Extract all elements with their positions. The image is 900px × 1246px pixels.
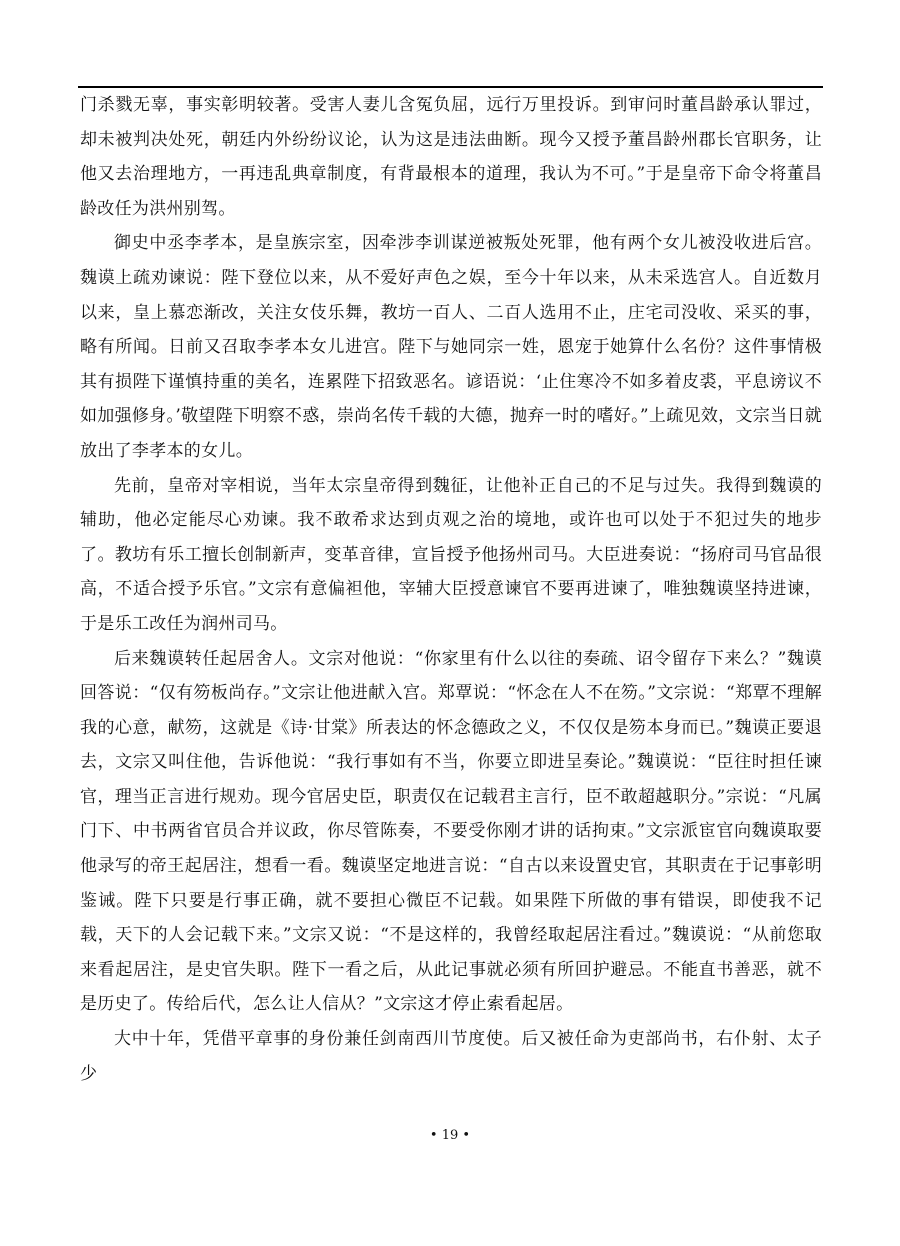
body-text (80, 88, 822, 1091)
paragraph-qiju-sheren: 后来魏谟转任起居舍人。文宗对他说：“你家里有什么以往的奏疏、诏令留存下来么？”魏谟回答说：“仅有笏板尚存。”文宗让他进献入宫。郑覃说：“怀念在人不在笏。”文宗说：“郑覃不理解我的心意，献笏，这就是《诗·甘棠》所表达的怀念德政之义，不仅仅是笏本身而已。”魏谟正要退去，文宗又叫住他，告诉他说：“我行事如有不当，你要立即进呈奏论。”魏谟说：“臣往时担任谏官，理当正言进行规劝。现今官居史臣，职责仅在记载君主言行，臣不敢超越职分。”宗说：“凡属门下、中书两省官员合并议政，你尽管陈奏，不要受你刚才讲的话拘束。”文宗派宦官向魏谟取要他录写的帝王起居注，想看一看。魏谟坚定地进言说：“自古以来设置史官，其职责在于记事彰明鉴诫。陛下只要是行事正确，就不要担心微臣不记载。如果陛下所做的事有错误，即使我不记载，天下的人会记载下来。”文宗又说：“不是这样的，我曾经取起居注看过。”魏谟说：“从前您取来看起居注，是史官失职。陛下一看之后，从此记事就必须有所回护避忌。不能直书善恶，就不是历史了。传给后代，怎么让人信从？”文宗这才停止索看起居。 (80, 648, 822, 1015)
paragraph-li-xiaoben: 御史中丞李孝本，是皇族宗室，因牵涉李训谋逆被叛处死罪，他有两个女儿被没收进后宫。魏谟上疏劝谏说：陛下登位以来，从不爱好声色之娱，至今十年以来，从未采选宫人。自近数月以来，皇上慕恋渐改，关注女伎乐舞，教坊一百人、二百人选用不止，庄宅司没收、采买的事，略有所闻。日前又召取李孝本女儿进宫。陛下与她同宗一姓，恩宠于她算什么名份？这件事情极其有损陛下谨慎持重的美名，连累陛下招致恶名。谚语说：‘止住寒冷不如多着皮裘，平息谤议不如加强修身。’敬望陛下明察不惑，崇尚名传千载的大德，抛弃一时的嗜好。”上疏见效，文宗当日就放出了李孝本的女儿。 (80, 233, 822, 461)
paragraph-continued: 门杀戮无辜，事实彰明较著。受害人妻儿含冤负屈，远行万里投诉。到审问时董昌龄承认罪过，却未被判决处死，朝廷内外纷纷议论，认为这是违法曲断。现今又授予董昌龄州郡长官职务，让他又去治理地方，一再违乱典章制度，有背最根本的道理，我认为不可。”于是皇帝下命令将董昌龄改任为洪州别驾。 (80, 95, 822, 219)
page-number: • 19 • (429, 1128, 471, 1143)
paragraph-jiaofang-musician: 先前，皇帝对宰相说，当年太宗皇帝得到魏征，让他补正自己的不足与过失。我得到魏谟的辅助，他必定能尽心劝谏。我不敢希求达到贞观之治的境地，或许也可以处于不犯过失的地步了。教坊有乐工擅长创制新声，变革音律，宣旨授予他扬州司马。大臣进奏说：“扬府司马官品很高，不适合授予乐官。”文宗有意偏袒他，宰辅大臣授意谏官不要再进谏了，唯独魏谟坚持进谏，于是乐工改任为润州司马。 (80, 475, 822, 634)
paragraph-dazhong-ten: 大中十年，凭借平章事的身份兼任剑南西川节度使。后又被任命为吏部尚书，右仆射、太子少 (80, 1029, 822, 1084)
